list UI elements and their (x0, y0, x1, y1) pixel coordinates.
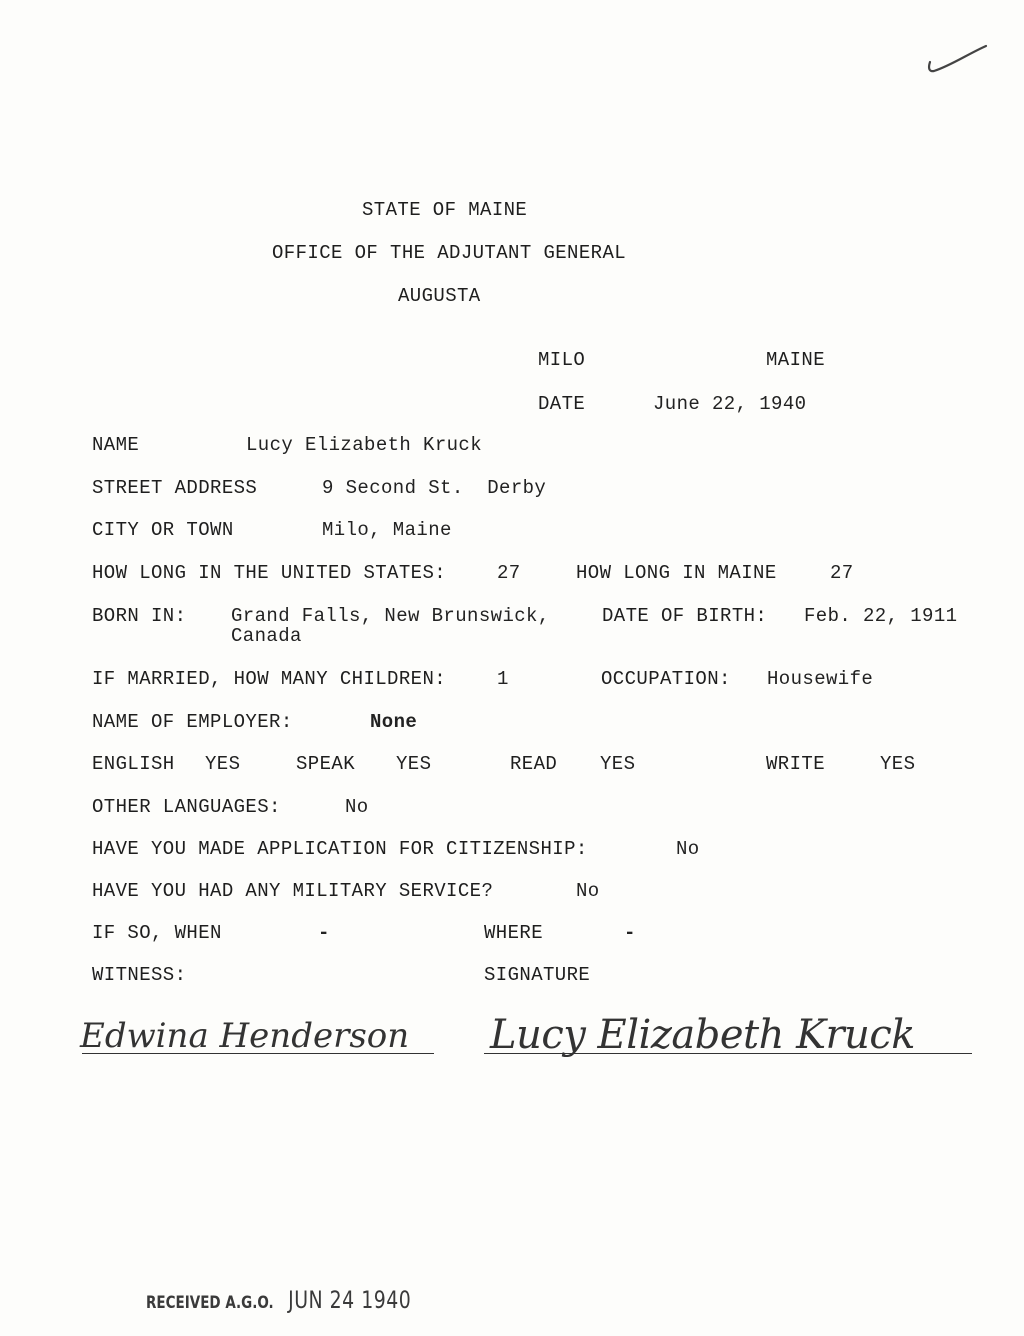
date-of-birth-value: Feb. 22, 1911 (804, 605, 958, 627)
how-long-maine-value: 27 (830, 562, 854, 584)
date-of-birth-label: DATE OF BIRTH: (602, 605, 768, 627)
header-office: OFFICE OF THE ADJUTANT GENERAL (272, 242, 627, 264)
received-stamp-date: JUN 24 1940 (288, 1286, 412, 1314)
date-value: June 22, 1940 (653, 393, 807, 415)
street-address-label: STREET ADDRESS (92, 477, 258, 499)
header-city: AUGUSTA (398, 285, 481, 307)
name-value: Lucy Elizabeth Kruck (246, 434, 483, 456)
where-value: - (624, 922, 636, 944)
if-so-when-value: - (318, 922, 330, 944)
signature-label: SIGNATURE (484, 964, 591, 986)
born-in-label: BORN IN: (92, 605, 187, 627)
check-mark-icon (920, 40, 990, 85)
witness-signature: Edwina Henderson (80, 1016, 410, 1056)
write-label: WRITE (766, 753, 826, 775)
header-state: STATE OF MAINE (362, 199, 528, 221)
speak-label: SPEAK (296, 753, 356, 775)
applicant-signature: Lucy Elizabeth Kruck (490, 1012, 915, 1058)
employer-value: None (370, 711, 418, 733)
applicant-signature-line (484, 1053, 972, 1054)
street-address-value: 9 Second St. Derby (322, 477, 547, 499)
where-label: WHERE (484, 922, 544, 944)
other-languages-value: No (345, 796, 369, 818)
occupation-label: OCCUPATION: (601, 668, 731, 690)
location-state: MAINE (766, 349, 826, 371)
employer-label: NAME OF EMPLOYER: (92, 711, 293, 733)
citizenship-label: HAVE YOU MADE APPLICATION FOR CITIZENSHIP: (92, 838, 588, 860)
english-value: YES (205, 753, 241, 775)
witness-label: WITNESS: (92, 964, 187, 986)
witness-signature-line (82, 1053, 434, 1054)
citizenship-value: No (676, 838, 700, 860)
how-long-us-value: 27 (497, 562, 521, 584)
how-long-us-label: HOW LONG IN THE UNITED STATES: (92, 562, 447, 584)
read-label: READ (510, 753, 558, 775)
read-value: YES (600, 753, 636, 775)
children-value: 1 (497, 668, 509, 690)
other-languages-label: OTHER LANGUAGES: (92, 796, 281, 818)
occupation-value: Housewife (767, 668, 874, 690)
location-town: MILO (538, 349, 586, 371)
military-label: HAVE YOU HAD ANY MILITARY SERVICE? (92, 880, 494, 902)
born-in-value-line2: Canada (231, 625, 302, 647)
date-label: DATE (538, 393, 586, 415)
city-or-town-value: Milo, Maine (322, 519, 452, 541)
children-label: IF MARRIED, HOW MANY CHILDREN: (92, 668, 447, 690)
if-so-when-label: IF SO, WHEN (92, 922, 222, 944)
born-in-value-line1: Grand Falls, New Brunswick, (231, 605, 550, 627)
english-label: ENGLISH (92, 753, 175, 775)
city-or-town-label: CITY OR TOWN (92, 519, 234, 541)
received-stamp-prefix: RECEIVED A.G.O. (146, 1291, 274, 1313)
military-value: No (576, 880, 600, 902)
write-value: YES (880, 753, 916, 775)
received-stamp (146, 1286, 411, 1314)
name-label: NAME (92, 434, 140, 456)
speak-value: YES (396, 753, 432, 775)
how-long-maine-label: HOW LONG IN MAINE (576, 562, 777, 584)
